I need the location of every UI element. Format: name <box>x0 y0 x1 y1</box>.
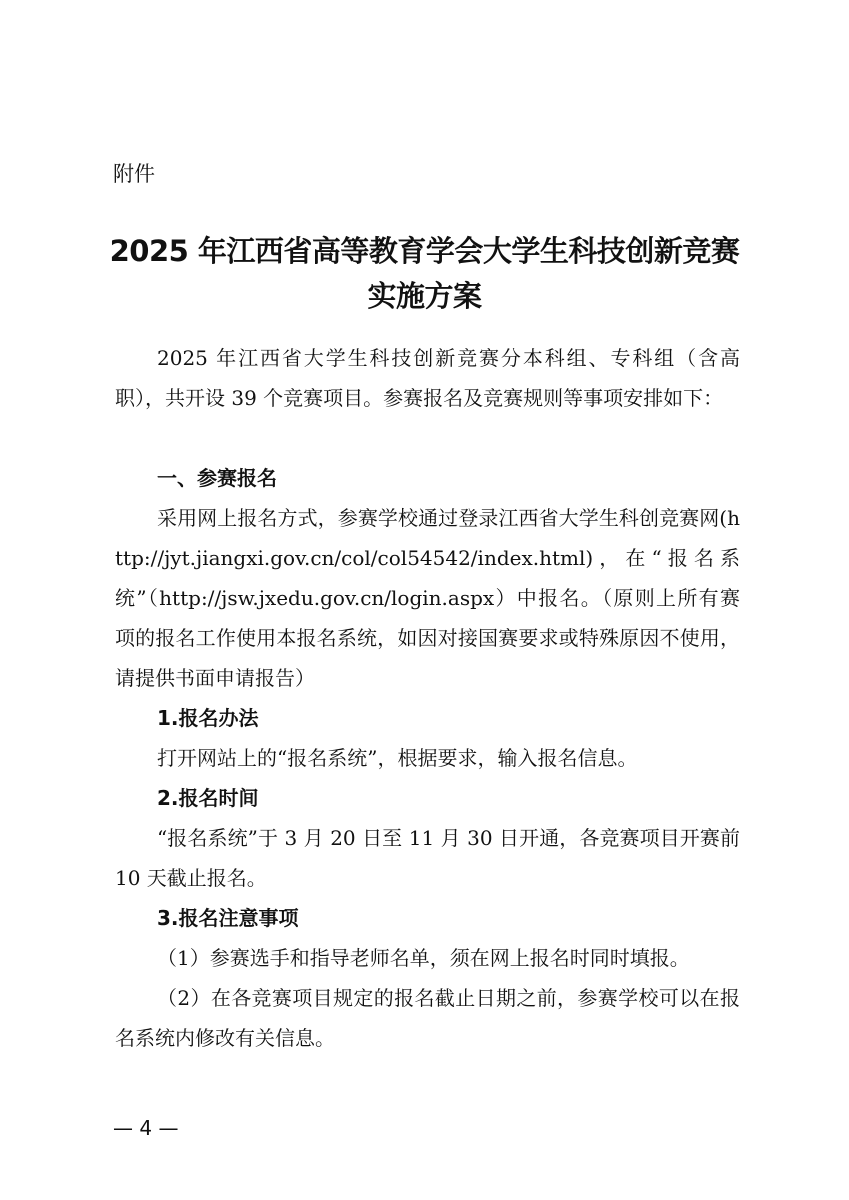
page-number: — 4 — <box>113 1116 179 1140</box>
section-1-heading: 一、参赛报名 <box>157 466 277 490</box>
attachment-label: 附件 <box>113 162 155 186</box>
subsection-3-heading: 3.报名注意事项 <box>157 906 299 930</box>
subsection-1-paragraph: 打开网站上的“报名系统”，根据要求，输入报名信息。 <box>157 746 638 770</box>
subsection-1-heading: 1.报名办法 <box>157 706 259 730</box>
subsection-2-heading: 2.报名时间 <box>157 786 259 810</box>
subsection-2-paragraph: “报名系统”于 3 月 20 日至 11 月 30 日开通，各竞赛项目开赛前 10 天截止报名。 <box>115 826 740 890</box>
subsection-3-item-2: （2）在各竞赛项目规定的报名截止日期之前，参赛学校可以在报名系统内修改有关信息。 <box>115 986 740 1050</box>
document-title-line-1: 2025 年江西省高等教育学会大学生科技创新竞赛 <box>109 234 740 268</box>
intro-paragraph: 2025 年江西省大学生科技创新竞赛分本科组、专科组（含高职），共开设 39 个竞赛项目。参赛报名及竞赛规则等事项安排如下： <box>115 346 740 410</box>
subsection-3-item-1: （1）参赛选手和指导老师名单，须在网上报名时同时填报。 <box>157 946 690 970</box>
document-title-line-2: 实施方案 <box>367 279 482 313</box>
section-1-paragraph: 采用网上报名方式，参赛学校通过登录江西省大学生科创竞赛网(http://jyt.jiangxi.gov.cn/col/col54542/index.html)，在“报名系统”（http://jsw.jxedu.gov.cn/login.aspx）中报名。（原则上所有赛项的报名工作使用本报名系统，如因对接国赛要求或特殊原因不使用，请提供书面申请报告） <box>115 506 740 690</box>
